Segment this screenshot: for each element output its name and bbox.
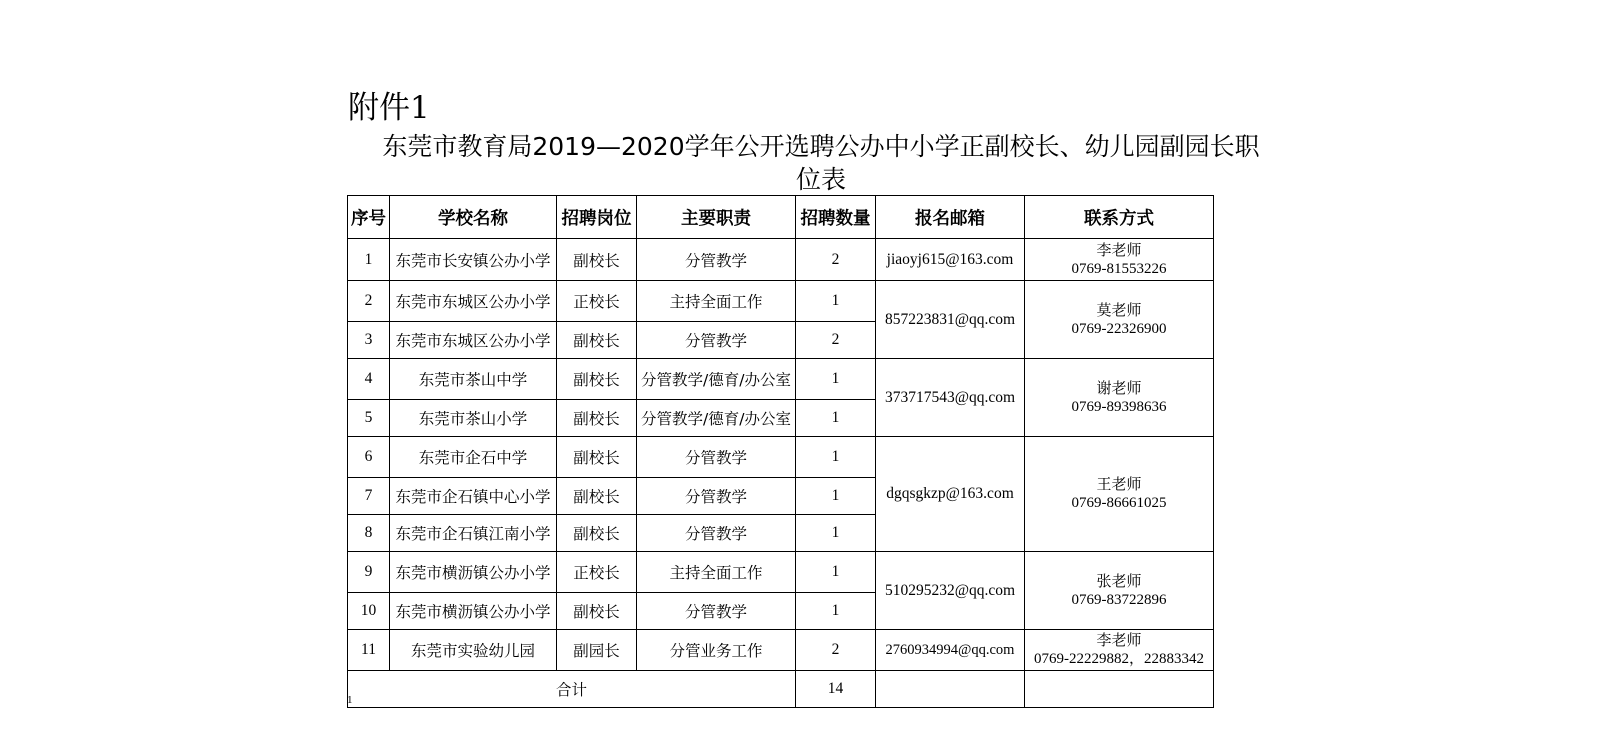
row-duty: 分管教学/德育/办公室: [637, 400, 796, 437]
group-email: 2760934994@qq.com: [876, 630, 1025, 671]
row-post: 副校长: [557, 400, 637, 437]
row-count: 1: [796, 552, 876, 593]
row-post: 副校长: [557, 515, 637, 552]
table-row: [348, 552, 1214, 593]
contact-name: 张老师: [1096, 571, 1142, 590]
row-count: 2: [796, 239, 876, 281]
row-no: 3: [348, 322, 390, 359]
row-school: 东莞市茶山中学: [390, 359, 557, 400]
positions-table: [347, 195, 1214, 708]
title-line-2: 位表: [795, 165, 846, 194]
row-school: 东莞市企石镇江南小学: [390, 515, 557, 552]
header-school: 学校名称: [390, 196, 557, 239]
header-duty: 主要职责: [637, 196, 796, 239]
row-post: 副校长: [557, 239, 637, 281]
header-count: 招聘数量: [796, 196, 876, 239]
row-duty: 分管教学: [637, 437, 796, 478]
row-school: 东莞市长安镇公办小学: [390, 239, 557, 281]
row-post: 副园长: [557, 630, 637, 671]
row-count: 1: [796, 478, 876, 515]
row-post: 副校长: [557, 359, 637, 400]
group-email: 373717543@qq.com: [876, 359, 1025, 437]
row-school: 东莞市横沥镇公办小学: [390, 593, 557, 630]
contact-phone: 0769-83722896: [1071, 591, 1167, 608]
total-row: [348, 671, 1214, 708]
table-row: [348, 630, 1214, 671]
row-post: 正校长: [557, 281, 637, 322]
header-post: 招聘岗位: [557, 196, 637, 239]
row-school: 东莞市横沥镇公办小学: [390, 552, 557, 593]
row-no: 1: [348, 239, 390, 281]
group-contact: [1025, 281, 1214, 359]
contact-phone: 0769-81553226: [1071, 260, 1167, 277]
row-no: 11: [348, 630, 390, 671]
row-school: 东莞市茶山小学: [390, 400, 557, 437]
group-email: dgqsgkzp@163.com: [876, 437, 1025, 552]
row-count: 2: [796, 322, 876, 359]
row-duty: 分管教学: [637, 322, 796, 359]
row-no: 6: [348, 437, 390, 478]
row-no: 7: [348, 478, 390, 515]
group-contact: [1025, 359, 1214, 437]
header-no: 序号: [348, 196, 390, 239]
row-no: 10: [348, 593, 390, 630]
row-no: 2: [348, 281, 390, 322]
row-post: 副校长: [557, 593, 637, 630]
group-email: jiaoyj615@163.com: [876, 239, 1025, 281]
contact-name: 莫老师: [1096, 300, 1142, 319]
row-count: 1: [796, 593, 876, 630]
attachment-label: 附件1: [348, 90, 430, 126]
group-email: 510295232@qq.com: [876, 552, 1025, 630]
table-header-row: [348, 196, 1214, 239]
row-duty: 分管教学: [637, 515, 796, 552]
header-email: 报名邮箱: [876, 196, 1025, 239]
group-email: 857223831@qq.com: [876, 281, 1025, 359]
table-row: [348, 239, 1214, 281]
row-duty: 分管教学: [637, 478, 796, 515]
table-row: [348, 359, 1214, 400]
row-duty: 分管业务工作: [637, 630, 796, 671]
row-duty: 分管教学: [637, 239, 796, 281]
row-duty: 主持全面工作: [637, 281, 796, 322]
group-contact: [1025, 437, 1214, 552]
contact-phone: 0769-89398636: [1071, 398, 1167, 415]
row-no: 5: [348, 400, 390, 437]
table-row: [348, 281, 1214, 322]
row-count: 1: [796, 359, 876, 400]
row-count: 1: [796, 400, 876, 437]
total-contact-empty: [1025, 671, 1214, 708]
contact-name: 李老师: [1096, 240, 1142, 259]
row-no: 9: [348, 552, 390, 593]
row-school: 东莞市实验幼儿园: [390, 630, 557, 671]
contact-name: 王老师: [1096, 475, 1142, 493]
row-post: 副校长: [557, 437, 637, 478]
total-label: 合计: [348, 671, 796, 708]
row-school: 东莞市企石镇中心小学: [390, 478, 557, 515]
page-number: 1: [347, 694, 353, 706]
contact-phone: 0769-22326900: [1071, 320, 1167, 337]
contact-name: 谢老师: [1096, 378, 1142, 397]
row-school: 东莞市东城区公办小学: [390, 281, 557, 322]
document-title: [348, 130, 1294, 196]
row-duty: 主持全面工作: [637, 552, 796, 593]
row-post: 正校长: [557, 552, 637, 593]
row-duty: 分管教学/德育/办公室: [637, 359, 796, 400]
contact-phone: 0769-22229882，22883342: [1034, 651, 1204, 667]
contact-phone: 0769-86661025: [1071, 495, 1167, 511]
row-school: 东莞市企石中学: [390, 437, 557, 478]
row-post: 副校长: [557, 478, 637, 515]
contact-name: 李老师: [1096, 631, 1142, 649]
row-count: 2: [796, 630, 876, 671]
row-post: 副校长: [557, 322, 637, 359]
group-contact: [1025, 239, 1214, 281]
row-no: 4: [348, 359, 390, 400]
row-duty: 分管教学: [637, 593, 796, 630]
group-contact: [1025, 552, 1214, 630]
row-count: 1: [796, 515, 876, 552]
table-row: [348, 437, 1214, 478]
title-line-1: 东莞市教育局2019—2020学年公开选聘公办中小学正副校长、幼儿园副园长职: [382, 132, 1260, 161]
row-count: 1: [796, 281, 876, 322]
group-contact: [1025, 630, 1214, 671]
row-school: 东莞市东城区公办小学: [390, 322, 557, 359]
row-count: 1: [796, 437, 876, 478]
total-email-empty: [876, 671, 1025, 708]
row-no: 8: [348, 515, 390, 552]
total-count: 14: [796, 671, 876, 708]
header-contact: 联系方式: [1025, 196, 1214, 239]
